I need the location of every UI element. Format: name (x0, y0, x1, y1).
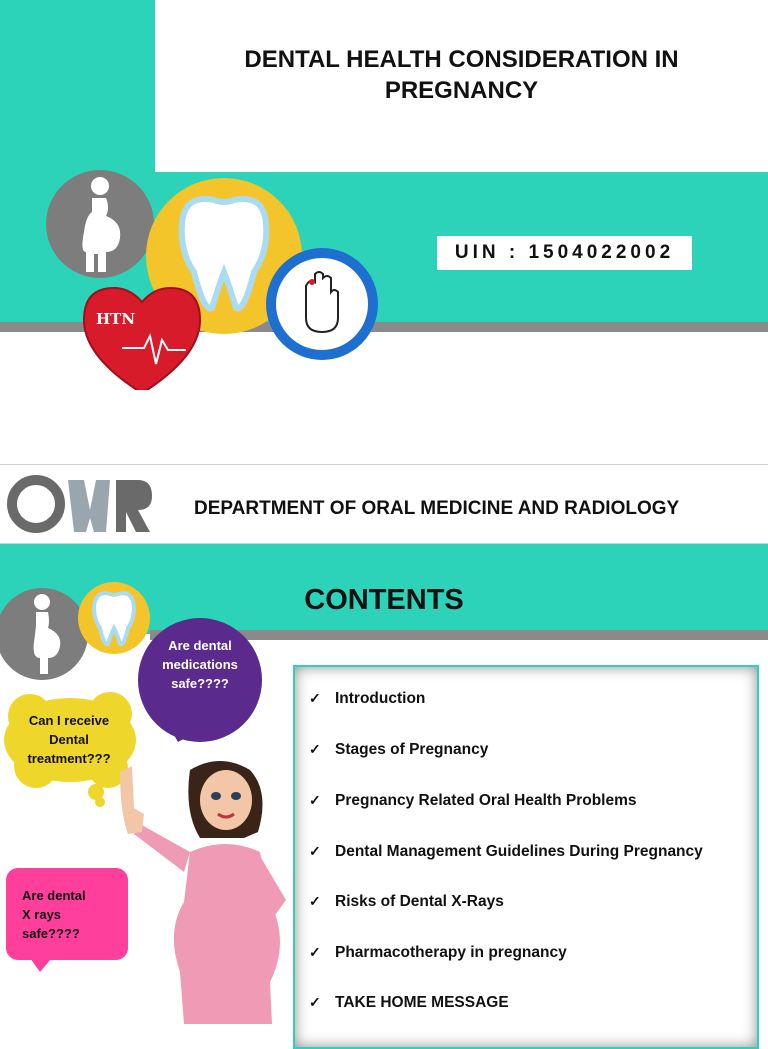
checkmark-icon: ✓ (309, 792, 321, 808)
slide-title (155, 44, 768, 106)
pregnant-woman-illustration (120, 752, 295, 1024)
pink-bubble-text: Are dental X rays safe???? (22, 888, 86, 941)
checkmark-icon: ✓ (309, 741, 321, 757)
yellow-bubble-text: Can I receive Dental treatment??? (27, 713, 111, 766)
list-item: ✓ Pharmacotherapy in pregnancy (309, 944, 567, 961)
purple-bubble-text: Are dental medications safe???? (162, 638, 238, 691)
list-item: ✓ Risks of Dental X-Rays (309, 893, 504, 910)
pregnant-woman-icon (46, 170, 154, 278)
list-item: ✓ Introduction (309, 690, 426, 707)
title-line-1: DENTAL HEALTH CONSIDERATION IN (244, 46, 679, 73)
title-line-2: PREGNANCY (384, 77, 539, 104)
orr-logo-icon (6, 470, 154, 540)
heart-htn-icon (84, 288, 200, 390)
list-item: ✓ Dental Management Guidelines During Pregnancy (309, 843, 703, 860)
list-item: ✓ Stages of Pregnancy (309, 741, 489, 758)
checkmark-icon: ✓ (309, 944, 321, 960)
checkmark-icon: ✓ (309, 893, 321, 909)
title-icons (44, 168, 384, 390)
stop-hand-icon (266, 248, 378, 360)
contents-list (293, 665, 759, 1049)
list-item: ✓ Pregnancy Related Oral Health Problems (309, 792, 637, 809)
checkmark-icon: ✓ (309, 994, 321, 1010)
title-slide (0, 0, 768, 460)
list-item: ✓ TAKE HOME MESSAGE (309, 994, 509, 1011)
heart-label: HTN (96, 310, 136, 328)
checkmark-icon: ✓ (309, 843, 321, 859)
department-name: DEPARTMENT OF ORAL MEDICINE AND RADIOLOGY (194, 498, 680, 519)
uin-label: UIN : 1504022002 (437, 236, 692, 270)
contents-heading: CONTENTS (304, 584, 464, 616)
checkmark-icon: ✓ (309, 690, 321, 706)
